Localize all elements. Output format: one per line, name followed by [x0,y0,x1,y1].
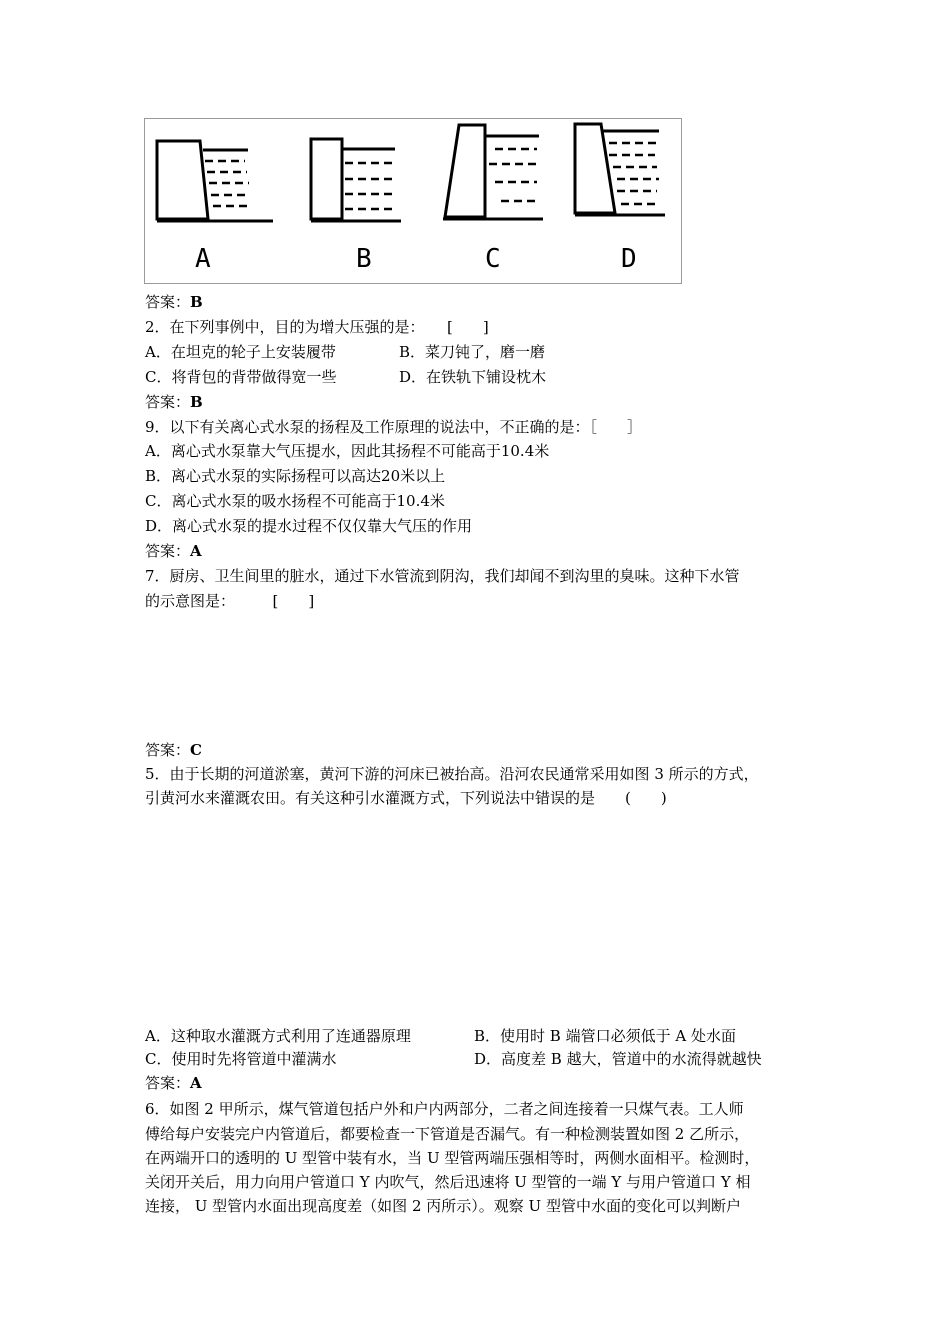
q6-line2: 傅给每户安装完户内管道后，都要检查一下管道是否漏气。有一种检测装置如图 2 乙所示， [145,1125,750,1143]
answer-prefix: 答案： [145,393,191,411]
answer-line [145,1073,202,1093]
dam-d-shape [575,124,615,213]
answer-prefix: 答案： [145,293,191,311]
answer-value: B [190,393,203,411]
q5-stem-line2: 引黄河水来灌溉农田。有关这种引水灌溉方式，下列说法中错误的是 ( ) [145,789,667,807]
answer-prefix: 答案： [145,741,191,759]
answer-value: C [190,741,202,759]
answer-value: B [190,293,203,311]
dam-a-shape [157,141,208,219]
answer-line [145,541,202,561]
dam-c-shape [445,125,485,217]
answer-line [145,392,203,412]
q2-option-d: D．在铁轨下铺设枕木 [399,368,547,386]
q2-option-a: A．在坦克的轮子上安装履带 [145,343,336,361]
answer-value: A [190,542,202,560]
answer-line [145,740,202,760]
q7-stem-line1: 7．厨房、卫生间里的脏水，通过下水管流到阴沟，我们却闻不到沟里的臭味。这种下水管 [145,567,740,585]
dam-label-d: D [621,244,637,274]
q9-option-a: A．离心式水泵靠大气压提水，因此其扬程不可能高于10.4米 [145,442,550,460]
q7-stem-line2: 的示意图是： [ ] [145,592,315,610]
q6-line4: 关闭开关后，用力向用户管道口 Y 内吹气，然后迅速将 U 型管的一端 Y 与用户管道口 Y 相 [145,1173,751,1191]
dam-b-shape [311,139,342,219]
dam-options-figure [144,118,682,284]
dam-label-c: C [485,244,501,274]
dam-label-b: B [356,244,372,274]
q9-stem: 9．以下有关离心式水泵的扬程及工作原理的说法中，不正确的是：［ ］ [145,418,643,436]
answer-prefix: 答案： [145,1074,191,1092]
answer-line [145,292,203,312]
q2-option-b: B．菜刀钝了，磨一磨 [399,343,546,361]
dam-diagrams [145,119,683,285]
q9-option-b: B．离心式水泵的实际扬程可以高达20米以上 [145,467,446,485]
q5-stem-line1: 5．由于长期的河道淤塞，黄河下游的河床已被抬高。沿河农民通常采用如图 3 所示的方式， [145,765,759,783]
q5-option-a: A．这种取水灌溉方式利用了连通器原理 [145,1027,411,1045]
q6-line3: 在两端开口的透明的 U 型管中装有水，当 U 型管两端压强相等时，两侧水面相平。检测时， [145,1149,760,1167]
q5-option-b: B．使用时 B 端管口必须低于 A 处水面 [474,1027,736,1045]
q6-line1: 6．如图 2 甲所示，煤气管道包括户外和户内两部分，二者之间连接着一只煤气表。工人师 [145,1100,744,1118]
answer-prefix: 答案： [145,542,191,560]
answer-value: A [190,1074,202,1092]
q2-stem: 2．在下列事例中，目的为增大压强的是： [ ] [145,318,489,336]
q2-option-c: C．将背包的背带做得宽一些 [145,368,337,386]
q6-line5: 连接， U 型管内水面出现高度差（如图 2 丙所示）。观察 U 型管中水面的变化可以判断户 [145,1197,741,1215]
dam-label-a: A [195,244,211,274]
q5-option-c: C．使用时先将管道中灌满水 [145,1050,337,1068]
q9-option-d: D．离心式水泵的提水过程不仅仅靠大气压的作用 [145,517,473,535]
q5-option-d: D．高度差 B 越大，管道中的水流得就越快 [474,1050,762,1068]
q9-option-c: C．离心式水泵的吸水扬程不可能高于10.4米 [145,492,445,510]
